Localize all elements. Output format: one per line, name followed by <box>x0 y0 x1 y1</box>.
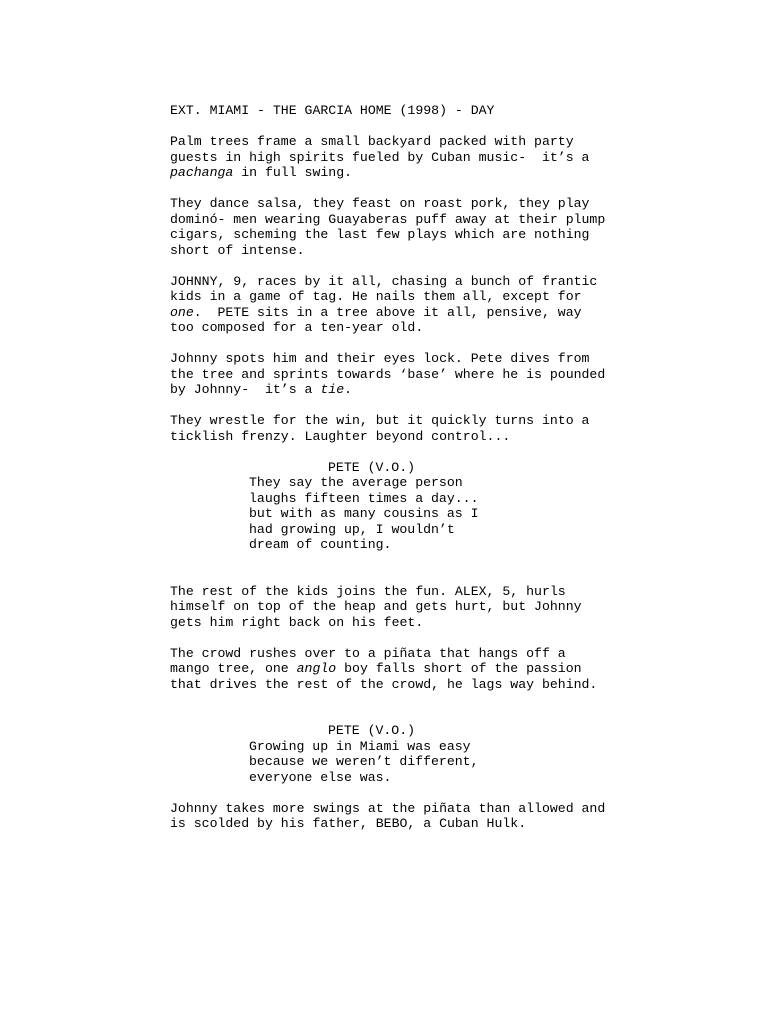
character-name: PETE (V.O.) <box>328 723 416 738</box>
action-line: that drives the rest of the crowd, he lags way behind. <box>170 677 598 692</box>
italic-word: one <box>170 305 194 320</box>
action-line: ticklish frenzy. Laughter beyond control... <box>170 429 511 444</box>
dialogue-line: laughs fifteen times a day... <box>249 491 479 506</box>
scene-heading: EXT. MIAMI - THE GARCIA HOME (1998) - DAY <box>170 103 495 118</box>
action-line: gets him right back on his feet. <box>170 615 424 630</box>
action-line <box>170 165 352 181</box>
action-line: They wrestle for the win, but it quickly turns into a <box>170 413 590 428</box>
action-line: The crowd rushes over to a piñata that hangs off a <box>170 646 566 661</box>
action-line: dominó- men wearing Guayaberas puff away at their plump <box>170 212 606 227</box>
italic-word: anglo <box>296 661 337 676</box>
italic-word: tie <box>320 382 345 397</box>
action-text: . PETE sits in a tree above it all, pensive, way <box>193 305 582 320</box>
action-line <box>170 382 352 398</box>
action-text: mango tree, one <box>170 661 297 676</box>
action-text: by Johnny- it’s a <box>170 382 321 397</box>
action-line: Palm trees frame a small backyard packed with party <box>170 134 574 149</box>
action-line: is scolded by his father, BEBO, a Cuban Hulk. <box>170 816 527 831</box>
action-text: in full swing. <box>233 165 353 180</box>
action-line: himself on top of the heap and gets hurt, but Johnny <box>170 599 582 614</box>
action-line: The rest of the kids joins the fun. ALEX, 5, hurls <box>170 584 566 599</box>
action-line: Johnny spots him and their eyes lock. Pete dives from <box>170 351 590 366</box>
dialogue-line: but with as many cousins as I <box>249 506 479 521</box>
dialogue-line: dream of counting. <box>249 537 392 552</box>
dialogue-line: had growing up, I wouldn’t <box>249 522 455 537</box>
action-line: guests in high spirits fueled by Cuban music- it’s a <box>170 150 590 165</box>
action-line: They dance salsa, they feast on roast pork, they play <box>170 196 590 211</box>
dialogue-line: Growing up in Miami was easy <box>249 739 471 754</box>
action-line: too composed for a ten-year old. <box>170 320 424 335</box>
action-line <box>170 305 582 321</box>
action-line: short of intense. <box>170 243 305 258</box>
dialogue-line: They say the average person <box>249 475 463 490</box>
italic-word: pachanga <box>170 165 234 180</box>
action-line <box>170 661 582 677</box>
action-line: JOHNNY, 9, races by it all, chasing a bunch of frantic <box>170 274 598 289</box>
action-line: the tree and sprints towards ‘base’ where he is pounded <box>170 367 606 382</box>
action-line: Johnny takes more swings at the piñata than allowed and <box>170 801 606 816</box>
action-line: cigars, scheming the last few plays which are nothing <box>170 227 590 242</box>
dialogue-line: everyone else was. <box>249 770 392 785</box>
action-text: boy falls short of the passion <box>336 661 582 676</box>
dialogue-line: because we weren’t different, <box>249 754 479 769</box>
character-name: PETE (V.O.) <box>328 460 416 475</box>
action-line: kids in a game of tag. He nails them all, except for <box>170 289 582 304</box>
action-text: . <box>344 382 353 397</box>
